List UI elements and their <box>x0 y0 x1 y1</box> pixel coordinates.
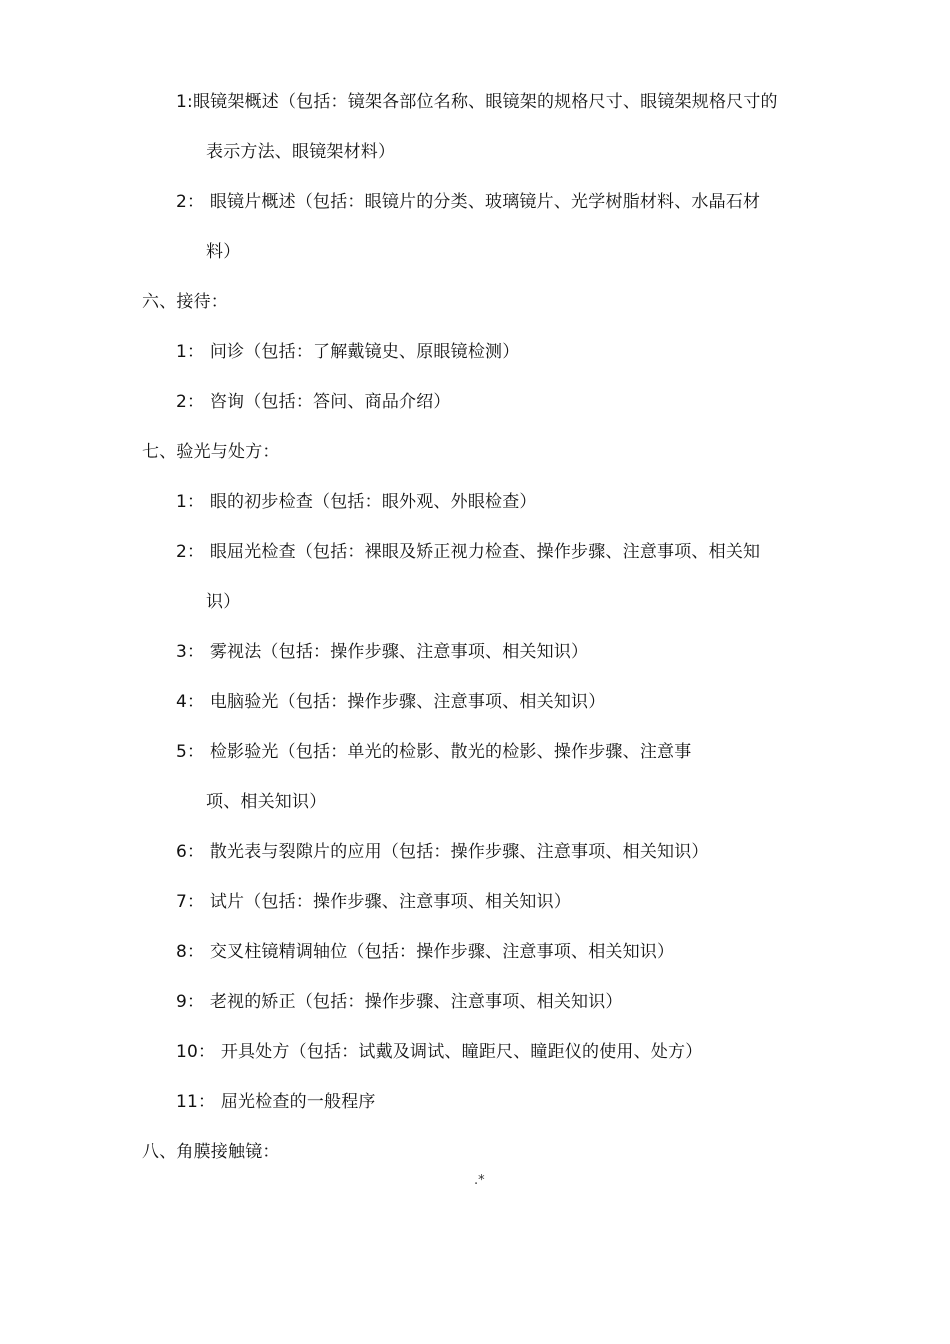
text-line-astigmatism-chart: 6： 散光表与裂隙片的应用（包括：操作步骤、注意事项、相关知识） <box>176 842 709 862</box>
text-line-inquiry: 2： 咨询（包括：答问、商品介绍） <box>176 392 451 412</box>
text-line-frame-overview: 1:眼镜架概述（包括：镜架各部位名称、眼镜架的规格尺寸、眼镜架规格尺寸的 <box>176 92 778 112</box>
text-line-retinoscopy-cont: 项、相关知识） <box>206 792 327 812</box>
text-line-consultation: 1： 问诊（包括：了解戴镜史、原眼镜检测） <box>176 342 520 362</box>
text-line-retinoscopy: 5： 检影验光（包括：单光的检影、散光的检影、操作步骤、注意事 <box>176 742 692 762</box>
text-line-trial-lens: 7： 试片（包括：操作步骤、注意事项、相关知识） <box>176 892 572 912</box>
text-line-refraction-exam: 2： 眼屈光检查（包括：裸眼及矫正视力检查、操作步骤、注意事项、相关知 <box>176 542 761 562</box>
text-line-lens-overview-cont: 料） <box>206 242 241 262</box>
section-heading-optometry: 七、验光与处方： <box>142 442 280 462</box>
section-heading-reception: 六、接待： <box>142 292 228 312</box>
page-footer-mark: .* <box>474 1173 485 1188</box>
text-line-refraction-exam-cont: 识） <box>206 592 241 612</box>
text-line-auto-refraction: 4： 电脑验光（包括：操作步骤、注意事项、相关知识） <box>176 692 606 712</box>
text-line-refraction-procedure: 11： 屈光检查的一般程序 <box>176 1092 376 1112</box>
section-heading-contact-lens: 八、角膜接触镜： <box>142 1142 280 1162</box>
text-line-frame-overview-cont: 表示方法、眼镜架材料） <box>206 142 396 162</box>
text-line-prescription: 10： 开具处方（包括：试戴及调试、瞳距尺、瞳距仪的使用、处方） <box>176 1042 703 1062</box>
text-line-initial-exam: 1： 眼的初步检查（包括：眼外观、外眼检查） <box>176 492 537 512</box>
text-line-cross-cylinder: 8： 交叉柱镜精调轴位（包括：操作步骤、注意事项、相关知识） <box>176 942 675 962</box>
text-line-fogging: 3： 雾视法（包括：操作步骤、注意事项、相关知识） <box>176 642 589 662</box>
text-line-presbyopia: 9： 老视的矫正（包括：操作步骤、注意事项、相关知识） <box>176 992 623 1012</box>
text-line-lens-overview: 2： 眼镜片概述（包括：眼镜片的分类、玻璃镜片、光学树脂材料、水晶石材 <box>176 192 761 212</box>
